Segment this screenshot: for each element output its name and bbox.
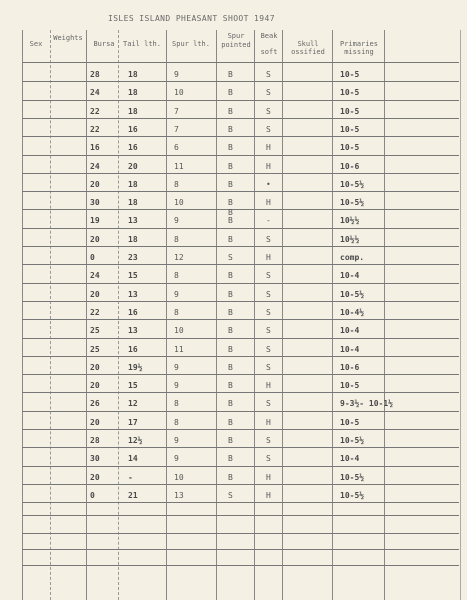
- cell-primaries: 10-5½: [340, 436, 365, 445]
- cell-spur-pointed: S: [228, 253, 233, 262]
- cell-bursa: 20: [90, 381, 100, 391]
- cell-beak: H: [266, 253, 271, 262]
- row-rule: [22, 429, 459, 430]
- row-rule: [22, 484, 459, 485]
- row-rule: [22, 283, 459, 284]
- cell-spur-length: 10: [174, 326, 184, 336]
- cell-primaries: 10½½: [340, 234, 360, 244]
- cell-beak: •: [266, 179, 271, 189]
- header-skull-line1: Skull: [297, 40, 319, 48]
- cell-tail-length: 15: [128, 381, 138, 391]
- row-rule: [22, 62, 459, 63]
- cell-tail-length: 18: [128, 70, 138, 79]
- cell-spur-pointed: B: [228, 198, 233, 208]
- sheet-title: ISLES ISLAND PHEASANT SHOOT 1947: [108, 14, 275, 23]
- column-rule: [460, 30, 461, 600]
- cell-primaries: 10-5: [340, 88, 360, 98]
- cell-beak: S: [266, 88, 271, 98]
- cell-spur-length: 11: [174, 161, 184, 171]
- cell-spur-pointed: B: [228, 179, 233, 189]
- cell-spur-length: 9: [174, 362, 179, 372]
- cell-beak: H: [266, 198, 271, 208]
- cell-spur-length: 9: [174, 289, 179, 299]
- cell-beak: H: [266, 472, 271, 482]
- cell-spur-length: 10: [174, 198, 184, 208]
- row-rule: [22, 319, 459, 320]
- cell-tail-length: 16: [128, 344, 138, 354]
- cell-tail-length: 16: [128, 307, 138, 317]
- row-rule: [22, 502, 459, 503]
- row-rule: [22, 173, 459, 174]
- row-rule: [22, 246, 459, 247]
- cell-primaries: 10-5½: [340, 179, 365, 189]
- cell-tail-length: 14: [128, 454, 138, 464]
- cell-bursa: 24: [90, 161, 100, 171]
- cell-spur-length: 10: [174, 88, 184, 98]
- cell-spur-length: 11: [174, 344, 184, 354]
- cell-beak: -: [266, 216, 271, 226]
- cell-tail-length: 15: [128, 271, 138, 281]
- cell-tail-length: 16: [128, 143, 138, 153]
- cell-bursa: 20: [90, 472, 100, 482]
- row-rule: [22, 392, 459, 393]
- cell-beak: S: [266, 454, 271, 464]
- cell-primaries: 10-6: [340, 161, 360, 171]
- header-bursa: Bursa: [93, 40, 115, 48]
- cell-tail-length: 12: [128, 399, 138, 409]
- cell-primaries: 10-5: [340, 70, 360, 79]
- cell-primaries: 10-4: [340, 326, 360, 336]
- row-rule: [22, 515, 459, 516]
- row-rule: [22, 228, 459, 229]
- cell-bursa: 24: [90, 271, 100, 281]
- cell-spur-length: 8: [174, 234, 179, 244]
- cell-primaries: 10-5½: [340, 198, 365, 208]
- cell-tail-length: 18: [128, 198, 138, 208]
- cell-spur-length: 7: [174, 106, 179, 116]
- cell-spur-length: 8: [174, 307, 179, 317]
- cell-spur-pointed: B: [228, 106, 233, 116]
- cell-spur-pointed: B: [228, 70, 233, 79]
- cell-beak: S: [266, 124, 271, 134]
- cell-spur-pointed: B: [228, 161, 233, 171]
- cell-spur-pointed: B: [228, 436, 233, 445]
- cell-primaries: 10-5: [340, 381, 360, 391]
- cell-beak: S: [266, 234, 271, 244]
- cell-beak: S: [266, 344, 271, 354]
- cell-bursa: 16: [90, 143, 100, 153]
- cell-primaries: 10½½: [340, 216, 360, 226]
- cell-beak: H: [266, 417, 271, 427]
- cell-spur-pointed: B: [228, 208, 233, 218]
- cell-spur-pointed: B: [228, 143, 233, 153]
- cell-primaries: comp.: [340, 253, 365, 262]
- header-primaries-line1: Primaries: [340, 40, 378, 48]
- header-skull-line2: ossified: [291, 48, 325, 56]
- cell-bursa: 22: [90, 307, 100, 317]
- cell-bursa: 25: [90, 326, 100, 336]
- cell-spur-length: 9: [174, 436, 179, 445]
- cell-primaries: 10-4: [340, 344, 360, 354]
- cell-bursa: 30: [90, 198, 100, 208]
- cell-tail-length: -: [128, 472, 133, 482]
- row-rule: [22, 411, 459, 412]
- cell-bursa: 26: [90, 399, 100, 409]
- row-rule: [22, 356, 459, 357]
- cell-primaries: 10-5: [340, 417, 360, 427]
- header-sex: Sex: [29, 40, 43, 48]
- cell-beak: S: [266, 106, 271, 116]
- cell-spur-length: 8: [174, 417, 179, 427]
- row-rule: [22, 549, 459, 550]
- cell-bursa: 24: [90, 88, 100, 98]
- cell-bursa: 22: [90, 106, 100, 116]
- cell-spur-pointed: B: [228, 271, 233, 281]
- cell-primaries: 10-5½: [340, 289, 365, 299]
- cell-bursa: 20: [90, 289, 100, 299]
- cell-bursa: 20: [90, 234, 100, 244]
- cell-primaries: 10-4: [340, 271, 360, 281]
- cell-beak: S: [266, 289, 271, 299]
- cell-spur-pointed: B: [228, 362, 233, 372]
- cell-primaries: 10-6: [340, 362, 360, 372]
- row-rule: [22, 338, 459, 339]
- cell-bursa: 0: [90, 253, 95, 262]
- cell-primaries: 10-5: [340, 124, 360, 134]
- header-tail-length: Tail lth.: [123, 40, 161, 48]
- cell-tail-length: 23: [128, 253, 138, 262]
- cell-spur-length: 9: [174, 70, 179, 79]
- cell-tail-length: 20: [128, 161, 138, 171]
- cell-primaries: 10-5½: [340, 472, 365, 482]
- cell-spur-length: 12: [174, 253, 184, 262]
- cell-spur-pointed: B: [228, 289, 233, 299]
- cell-beak: S: [266, 326, 271, 336]
- row-rule: [22, 100, 459, 101]
- header-spur-length: Spur lth.: [172, 40, 210, 48]
- row-rule: [22, 466, 459, 467]
- cell-tail-length: 18: [128, 234, 138, 244]
- cell-tail-length: 13: [128, 289, 138, 299]
- cell-spur-pointed: B: [228, 307, 233, 317]
- cell-beak: S: [266, 362, 271, 372]
- cell-spur-length: 9: [174, 381, 179, 391]
- cell-tail-length: 16: [128, 124, 138, 134]
- cell-spur-pointed: B: [228, 417, 233, 427]
- cell-bursa: 28: [90, 70, 100, 79]
- cell-spur-pointed: B: [228, 326, 233, 336]
- cell-spur-pointed: B: [228, 472, 233, 482]
- row-rule: [22, 155, 459, 156]
- cell-spur-length: 9: [174, 454, 179, 464]
- cell-spur-length: 8: [174, 179, 179, 189]
- cell-spur-pointed: B: [228, 234, 233, 244]
- cell-tail-length: 12½: [128, 436, 143, 445]
- row-rule: [22, 533, 459, 534]
- cell-bursa: 20: [90, 417, 100, 427]
- cell-primaries: 10-4: [340, 454, 360, 464]
- cell-beak: S: [266, 399, 271, 409]
- header-beak-line2: soft: [260, 48, 278, 56]
- cell-spur-length: 6: [174, 143, 179, 153]
- header-beak-line1: Beak: [260, 32, 278, 40]
- cell-beak: S: [266, 307, 271, 317]
- cell-bursa: 28: [90, 436, 100, 445]
- cell-spur-length: 8: [174, 399, 179, 409]
- cell-beak: H: [266, 143, 271, 153]
- cell-bursa: 20: [90, 362, 100, 372]
- cell-tail-length: 18: [128, 106, 138, 116]
- row-rule: [22, 374, 459, 375]
- row-rule: [22, 191, 459, 192]
- row-rule: [22, 565, 459, 566]
- cell-beak: H: [266, 490, 271, 500]
- cell-beak: H: [266, 381, 271, 391]
- cell-spur-pointed: B: [228, 399, 233, 409]
- cell-tail-length: 13: [128, 326, 138, 336]
- cell-spur-length: 13: [174, 490, 184, 500]
- header-primaries-line2: missing: [344, 48, 374, 56]
- cell-beak: H: [266, 161, 271, 171]
- cell-bursa: 22: [90, 124, 100, 134]
- row-rule: [22, 136, 459, 137]
- cell-spur-length: 7: [174, 124, 179, 134]
- cell-tail-length: 19½: [128, 362, 143, 372]
- row-rule: [22, 447, 459, 448]
- cell-bursa: 19: [90, 216, 100, 226]
- cell-primaries: 9-3½- 10-1½: [340, 399, 393, 409]
- cell-spur-pointed: B: [228, 344, 233, 354]
- cell-primaries: 10-5: [340, 143, 360, 153]
- cell-beak: S: [266, 70, 271, 79]
- row-rule: [22, 209, 459, 210]
- cell-tail-length: 18: [128, 88, 138, 98]
- cell-bursa: 20: [90, 179, 100, 189]
- cell-bursa: 0: [90, 490, 95, 500]
- row-rule: [22, 118, 459, 119]
- cell-spur-length: 9: [174, 216, 179, 226]
- row-rule: [22, 81, 459, 82]
- cell-spur-pointed: B: [228, 454, 233, 464]
- cell-spur-pointed: B: [228, 88, 233, 98]
- header-weights: Weights: [53, 34, 83, 42]
- cell-tail-length: 17: [128, 417, 138, 427]
- cell-spur-pointed: B: [228, 124, 233, 134]
- cell-tail-length: 18: [128, 179, 138, 189]
- cell-beak: S: [266, 271, 271, 281]
- header-spur-pointed-line1: Spur: [227, 32, 245, 40]
- cell-spur-pointed: S: [228, 490, 233, 500]
- cell-tail-length: 21: [128, 490, 138, 500]
- row-rule: [22, 301, 459, 302]
- cell-bursa: 25: [90, 344, 100, 354]
- cell-primaries: 10-5½: [340, 490, 365, 500]
- header-spur-pointed-line2: pointed: [221, 41, 251, 49]
- cell-bursa: 30: [90, 454, 100, 464]
- row-rule: [22, 264, 459, 265]
- cell-spur-pointed: B: [228, 381, 233, 391]
- cell-spur-pointed: B: [228, 216, 233, 226]
- cell-primaries: 10-5: [340, 106, 360, 116]
- cell-beak: S: [266, 436, 271, 445]
- cell-spur-length: 10: [174, 472, 184, 482]
- cell-primaries: 10-4½: [340, 307, 365, 317]
- cell-spur-length: 8: [174, 271, 179, 281]
- cell-tail-length: 13: [128, 216, 138, 226]
